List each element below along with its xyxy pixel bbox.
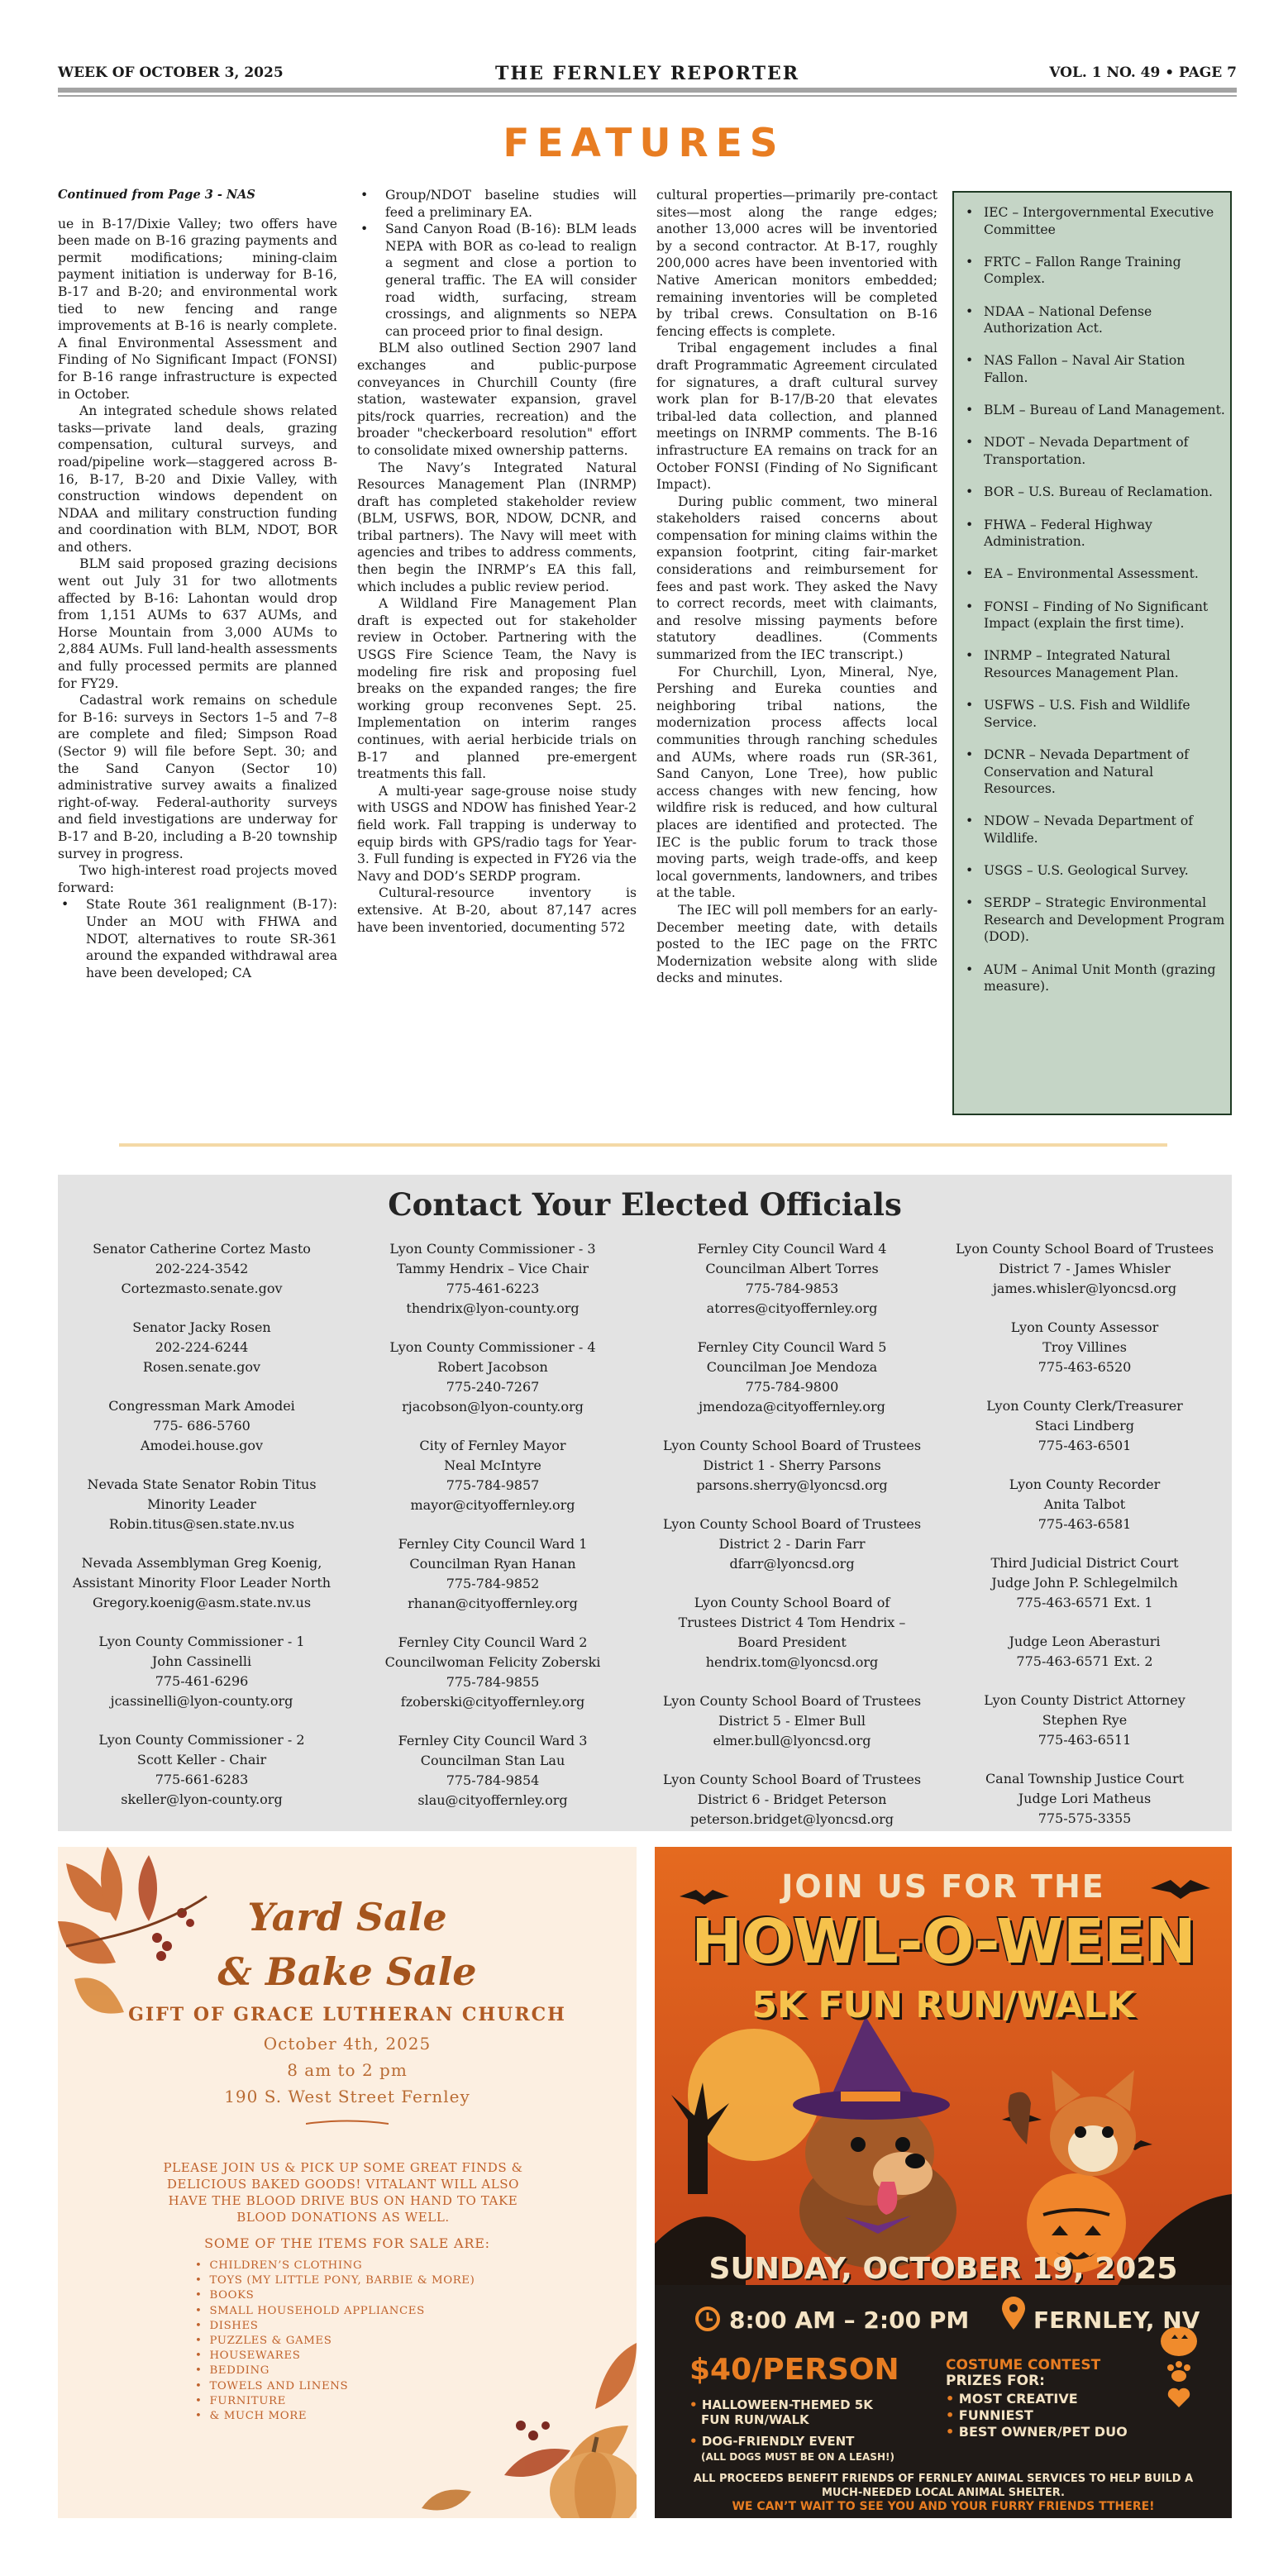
contact-line: Councilman Joe Mendoza xyxy=(706,1359,878,1375)
glossary-item: • INRMP – Integrated Natural Resources Management Plan. xyxy=(954,647,1230,681)
contact-entry xyxy=(69,1396,334,1456)
contact-line: Councilwoman Felicity Zoberski xyxy=(384,1654,601,1670)
contact-line: Stephen Rye xyxy=(1042,1712,1128,1728)
church-name: GIFT OF GRACE LUTHERAN CHURCH xyxy=(128,2004,566,2025)
glossary-item: • NDOT – Nevada Department of Transportation. xyxy=(954,434,1230,468)
sale-time: 8 am to 2 pm xyxy=(287,2060,408,2080)
contact-line: Councilman Ryan Hanan xyxy=(409,1556,576,1572)
yard-sale-title: Yard Sale xyxy=(247,1895,447,1939)
contacts-column-3 xyxy=(660,1239,924,1849)
contact-line: 775-463-6571 Ext. 1 xyxy=(1016,1595,1153,1610)
contact-line[interactable]: Rosen.senate.gov xyxy=(142,1359,261,1375)
contact-office: Lyon County Commissioner - 3 xyxy=(389,1241,596,1257)
contact-office: Fernley City Council Ward 5 xyxy=(697,1339,887,1355)
contact-entry xyxy=(660,1691,924,1751)
contact-office: Lyon County School Board of Trustees xyxy=(662,1438,922,1453)
list-item: • HOUSEWARES xyxy=(195,2349,475,2364)
contact-line: 775-661-6283 xyxy=(155,1772,249,1787)
contact-entry xyxy=(660,1593,924,1672)
contact-entry xyxy=(660,1338,924,1417)
contacts-column-1 xyxy=(69,1239,334,1829)
divider-flourish xyxy=(306,2120,389,2128)
elected-officials-box xyxy=(58,1175,1232,1831)
article-column-1 xyxy=(58,187,337,981)
glossary-item: • IEC – Intergovernmental Executive Committee xyxy=(954,204,1230,238)
contact-entry xyxy=(360,1534,625,1614)
contact-line: 775-784-9800 xyxy=(745,1379,839,1395)
list-item: • & MUCH MORE xyxy=(195,2409,475,2424)
contact-line[interactable]: elmer.bull@lyoncsd.org xyxy=(713,1733,871,1748)
contact-line: District 7 - James Whisler xyxy=(999,1261,1171,1276)
closing-line: WE CAN’T WAIT TO SEE YOU AND YOUR FURRY FRIENDS TTHERE! xyxy=(732,2500,1155,2513)
glossary-item: • NDOW – Nevada Department of Wildlife. xyxy=(954,813,1230,847)
contact-office: Lyon County School Board of Trustees xyxy=(662,1772,922,1787)
glossary-item: • FRTC – Fallon Range Training Complex. xyxy=(954,254,1230,288)
contact-entry xyxy=(952,1553,1217,1613)
contact-line[interactable]: Cortezmasto.senate.gov xyxy=(121,1281,283,1296)
glossary-item: • DCNR – Nevada Department of Conservation and Natural Resources. xyxy=(954,747,1230,798)
contact-office: Nevada Assemblyman Greg Koenig, xyxy=(81,1555,322,1571)
contact-line: Robert Jacobson xyxy=(437,1359,548,1375)
contact-line[interactable]: slau@cityoffernley.org xyxy=(417,1792,568,1808)
contact-office: Senator Catherine Cortez Masto xyxy=(93,1241,311,1257)
contact-office: Lyon County School Board of xyxy=(694,1595,890,1610)
header-rule-thin xyxy=(58,95,1237,97)
contact-entry xyxy=(69,1553,334,1613)
article-column-2 xyxy=(357,187,637,936)
article-column-3 xyxy=(656,187,937,987)
list-item: • PUZZLES & GAMES xyxy=(195,2334,475,2349)
event-time: 8:00 AM – 2:00 PM xyxy=(729,2306,970,2334)
contact-line: 775-784-9852 xyxy=(446,1576,540,1591)
masthead xyxy=(58,63,1237,84)
paragraph: BLM said proposed grazing decisions went out July 31 for two allotments affected by B-16: Lahontan would drop from 1,151 AUMs to 637 AUMs, and Horse Mountain from 3,000 AUMs to 2,884 AUMs. Full land-health assessments and fully processed permits are planned for FY29. xyxy=(58,556,337,691)
contact-line[interactable]: skeller@lyon-county.org xyxy=(121,1791,283,1807)
contact-line: 775-463-6581 xyxy=(1038,1516,1132,1532)
list-item: • TOWELS AND LINENS xyxy=(195,2379,475,2394)
contact-line[interactable]: thendrix@lyon-county.org xyxy=(406,1300,580,1316)
contact-line: 775-784-9855 xyxy=(446,1674,540,1690)
contact-line: Councilman Stan Lau xyxy=(420,1753,565,1768)
glossary-item: • SERDP – Strategic Environmental Research and Development Program (DOD). xyxy=(954,894,1230,946)
contact-line: District 5 - Elmer Bull xyxy=(718,1713,866,1729)
howl-join-text: JOIN US FOR THE xyxy=(781,1868,1105,1905)
paragraph: Tribal engagement includes a final draft Programmatic Agreement circulated for signatures, a draft cultural survey work plan for B-17/B-20 that elevates tribal-led data collection, and planned meetings on INRMP comments. The B-16 infrastructure EA remains on track for an October FONSI (Finding of No Significant Impact). xyxy=(656,341,937,493)
contact-office: Lyon County District Attorney xyxy=(984,1692,1185,1708)
contact-office: Fernley City Council Ward 4 xyxy=(697,1241,887,1257)
contact-office: Lyon County Recorder xyxy=(1009,1476,1161,1492)
contact-line[interactable]: rjacobson@lyon-county.org xyxy=(402,1399,584,1414)
contact-entry xyxy=(660,1770,924,1829)
contact-entry xyxy=(952,1475,1217,1534)
list-item: • SMALL HOUSEHOLD APPLIANCES xyxy=(195,2304,475,2319)
prizes-label: PRIZES FOR: xyxy=(946,2373,1045,2389)
contact-line: 775-240-7267 xyxy=(446,1379,540,1395)
paragraph: Two high-interest road projects moved forward: xyxy=(58,863,337,895)
contact-line: 775-463-6501 xyxy=(1038,1438,1132,1453)
sale-description: PLEASE JOIN US & PICK UP SOME GREAT FINDS & DELICIOUS BAKED GOODS! VITALANT WILL ALSO HAVE THE BLOOD DRIVE BUS ON HAND TO TAKE BLOOD DONATIONS AS WELL. xyxy=(163,2160,523,2225)
contact-line: 775-784-9857 xyxy=(446,1477,540,1493)
contact-line: 775-463-6520 xyxy=(1038,1359,1132,1375)
contact-entry xyxy=(360,1731,625,1810)
contacts-title: Contact Your Elected Officials xyxy=(388,1186,902,1223)
contact-office: Fernley City Council Ward 2 xyxy=(398,1634,588,1650)
list-item: • BEST OWNER/PET DUO xyxy=(946,2424,1128,2440)
event-feature-1: • HALLOWEEN-THEMED 5K FUN RUN/WALK xyxy=(689,2397,873,2427)
contact-line[interactable]: Gregory.koenig@asm.state.nv.us xyxy=(92,1595,312,1610)
contact-entry xyxy=(952,1396,1217,1456)
contact-line: Neal McIntyre xyxy=(444,1457,541,1473)
contact-entry xyxy=(952,1769,1217,1829)
contact-line[interactable]: jcassinelli@lyon-county.org xyxy=(110,1693,293,1709)
contact-entry xyxy=(660,1436,924,1496)
contact-entry xyxy=(360,1633,625,1712)
contact-office: Fernley City Council Ward 1 xyxy=(398,1536,588,1552)
section-divider xyxy=(119,1143,1167,1147)
contact-office: Judge Leon Aberasturi xyxy=(1009,1634,1161,1649)
contacts-column-2 xyxy=(360,1239,625,1829)
contact-line: John Cassinelli xyxy=(151,1653,252,1669)
contact-line: Staci Lindberg xyxy=(1035,1418,1134,1433)
contact-line: 202-224-3542 xyxy=(155,1261,249,1276)
contact-entry xyxy=(360,1338,625,1417)
contact-office: Lyon County School Board of Trustees xyxy=(662,1516,922,1532)
sale-date: October 4th, 2025 xyxy=(263,2034,432,2054)
contact-line: 775-463-6571 Ext. 2 xyxy=(1016,1653,1153,1669)
paragraph: Cultural-resource inventory is extensive. At B-20, about 87,147 acres have been inventoried, documenting 572 xyxy=(357,885,637,935)
contact-line: Troy Villines xyxy=(1042,1339,1127,1355)
event-place: FERNLEY, NV xyxy=(1033,2306,1200,2334)
contact-entry xyxy=(952,1691,1217,1750)
contact-line: Tammy Hendrix – Vice Chair xyxy=(396,1261,589,1276)
list-item: • TOYS (MY LITTLE PONY, BARBIE & MORE) xyxy=(195,2273,475,2288)
paper-name: THE FERNLEY REPORTER xyxy=(494,63,800,84)
contact-office: Lyon County Clerk/Treasurer xyxy=(986,1398,1183,1414)
glossary-item: • USGS – U.S. Geological Survey. xyxy=(954,862,1230,880)
glossary-item: • NAS Fallon – Naval Air Station Fallon. xyxy=(954,352,1230,386)
contact-entry xyxy=(360,1239,625,1319)
howl-title: HOWL-O-WEEN xyxy=(691,1906,1195,1977)
items-heading: SOME OF THE ITEMS FOR SALE ARE: xyxy=(204,2235,490,2251)
event-date: SUNDAY, OCTOBER 19, 2025 xyxy=(708,2252,1178,2286)
contact-office: Senator Jacky Rosen xyxy=(132,1319,271,1335)
contact-line: Judge John P. Schlegelmilch xyxy=(991,1575,1178,1591)
list-item: • DISHES xyxy=(195,2319,475,2334)
glossary-item: • NDAA – National Defense Authorization Act. xyxy=(954,303,1230,337)
contact-office: Lyon County School Board of Trustees xyxy=(662,1693,922,1709)
contact-entry xyxy=(69,1730,334,1810)
contact-line: District 1 - Sherry Parsons xyxy=(703,1457,881,1473)
contact-office: Lyon County School Board of Trustees xyxy=(955,1241,1214,1257)
howl-subtitle: 5K FUN RUN/WALK xyxy=(751,1984,1135,2026)
contact-office: Lyon County Commissioner - 4 xyxy=(389,1339,596,1355)
paragraph: The Navy’s Integrated Natural Resources Management Plan (INRMP) draft has completed stakeholder review (BLM, USFWS, BOR, NDOW, DCNR, and tribal partners). The Navy will meet with agencies and tribes to address comments, then begin the INRMP’s EA this fall, which includes a public review period. xyxy=(357,460,637,594)
list-item: • BOOKS xyxy=(195,2288,475,2303)
contact-line: 775-461-6296 xyxy=(155,1673,249,1689)
contact-line[interactable]: parsons.sherry@lyoncsd.org xyxy=(696,1477,888,1493)
proceeds-note: ALL PROCEEDS BENEFIT FRIENDS OF FERNLEY ANIMAL SERVICES TO HELP BUILD A MUCH-NEEDED LOCAL ANIMAL SHELTER. xyxy=(693,2473,1194,2499)
yard-sale-ad xyxy=(58,1847,637,2518)
paragraph: cultural properties—primarily pre-contact sites—most along the range edges; another 13,000 acres will be inventoried by a second contractor. At B-17, roughly 200,000 acres have been inventoried with Native American monitors embedded; remaining inventories will be completed by tribal crews. Consultation on B-16 fencing effects is complete. xyxy=(656,188,937,339)
contact-line[interactable]: Amodei.house.gov xyxy=(140,1438,264,1453)
glossary-item: • BOR – U.S. Bureau of Reclamation. xyxy=(954,484,1230,501)
list-item: • FURNITURE xyxy=(195,2394,475,2409)
contact-entry xyxy=(69,1632,334,1711)
paragraph: The IEC will poll members for an early-December meeting date, with details posted to the IEC page on the FRTC Modernization website along with slide decks and minutes. xyxy=(656,902,937,986)
contact-line: Trustees District 4 Tom Hendrix – xyxy=(678,1615,906,1630)
contact-line: Scott Keller - Chair xyxy=(136,1752,267,1767)
contact-office: Lyon County Commissioner - 2 xyxy=(98,1732,305,1748)
contact-line[interactable]: hendrix.tom@lyoncsd.org xyxy=(705,1654,879,1670)
contact-line: District 2 - Darin Farr xyxy=(718,1536,866,1552)
contact-entry xyxy=(660,1515,924,1574)
list-item: • MOST CREATIVE xyxy=(946,2391,1078,2407)
contact-office: Canal Township Justice Court xyxy=(985,1771,1185,1787)
contact-line[interactable]: james.whisler@lyoncsd.org xyxy=(992,1281,1177,1296)
contact-line[interactable]: mayor@cityoffernley.org xyxy=(410,1497,575,1513)
contact-office: City of Fernley Mayor xyxy=(419,1438,566,1453)
paragraph: A multi-year sage-grouse noise study with USGS and NDOW has finished Year-2 field work. Fall trapping is underway to equip birds with GPS/radio tags for Year-3. Full funding is expected in FY26 via the Navy and DOD’s SERDP program. xyxy=(357,783,637,884)
contact-entry xyxy=(952,1318,1217,1377)
paragraph: For Churchill, Lyon, Mineral, Nye, Pershing and Eureka counties and neighboring tribal nations, the modernization process affects local communities through ranching schedules and AUMs, where roads run (SR-361, Sand Canyon, Lone Tree), how public access changes with new fencing, how wildfire risk is reduced, and how cultural places are identified and protected. The IEC is the public forum to track those moving parts, weigh trade-offs, and keep local governments, landowners, and tribes at the table. xyxy=(656,664,937,901)
section-title: FEATURES xyxy=(503,121,785,166)
contact-entry xyxy=(69,1475,334,1534)
paragraph: An integrated schedule shows related tasks—private land deals, grazing compensation, cultural surveys, and road/pipeline work—staggered across B-16, B-17, B-20 and Dixie Valley, with construction windows dependent on NDAA and military construction funding and coordination with BLM, NDOT, BOR and others. xyxy=(58,403,337,555)
contact-line[interactable]: peterson.bridget@lyoncsd.org xyxy=(690,1811,894,1827)
contact-entry xyxy=(360,1436,625,1515)
contact-line: Councilman Albert Torres xyxy=(705,1261,879,1276)
paragraph: A Wildland Fire Management Plan draft is expected out for stakeholder review in October. Partnering with the USGS Fire Science Team, the Navy is modeling fire risk and proposing fuel breaks on the expanded ranges; the fire working group reconvenes Sept. 25. Implementation on interim ranges continues, with aerial herbicide trials on B-17 and planned pre-emergent treatments this fall. xyxy=(357,596,637,782)
contact-entry xyxy=(660,1239,924,1319)
prize-list xyxy=(946,2391,1128,2440)
glossary-item: • FHWA – Federal Highway Administration. xyxy=(954,517,1230,551)
contact-office: Nevada State Senator Robin Titus xyxy=(87,1476,317,1492)
event-price: $40/PERSON xyxy=(689,2353,899,2387)
contact-entry xyxy=(69,1239,334,1299)
header-rule xyxy=(58,88,1237,93)
glossary-item: • FONSI – Finding of No Significant Impact (explain the first time). xyxy=(954,599,1230,632)
contact-line: 775- 686-5760 xyxy=(153,1418,250,1433)
contact-entry xyxy=(69,1318,334,1377)
contact-office: Lyon County Assessor xyxy=(1010,1319,1159,1335)
contact-line[interactable]: dfarr@lyoncsd.org xyxy=(729,1556,855,1572)
contact-office: Congressman Mark Amodei xyxy=(108,1398,295,1414)
glossary-item: • BLM – Bureau of Land Management. xyxy=(954,402,1230,419)
contact-line[interactable]: jmendoza@cityoffernley.org xyxy=(699,1399,885,1414)
list-item-continued: • Group/NDOT baseline studies will feed a preliminary EA. xyxy=(385,187,637,221)
contacts-column-4 xyxy=(952,1239,1217,1848)
contact-line: Assistant Minority Floor Leader North xyxy=(72,1575,332,1591)
bake-sale-title: & Bake Sale xyxy=(217,1949,477,1994)
glossary-item: • EA – Environmental Assessment. xyxy=(954,565,1230,583)
list-item: • FUNNIEST xyxy=(946,2407,1033,2423)
contact-line: Minority Leader xyxy=(147,1496,256,1512)
contact-line[interactable]: Robin.titus@sen.state.nv.us xyxy=(108,1516,295,1532)
contact-line: 775-463-6511 xyxy=(1038,1732,1132,1748)
contact-line: 775-784-9853 xyxy=(745,1281,839,1296)
paragraph: BLM also outlined Section 2907 land exchanges and public-purpose conveyances in Churchill County (fire station, wastewater expansion, gravel pits/rock quarries, recreation) and the broader "checkerboard resolution" effort to consolidate mixed ownership patterns. xyxy=(357,341,637,458)
contact-office: Fernley City Council Ward 3 xyxy=(398,1733,588,1748)
volume-page: VOL. 1 NO. 49 • PAGE 7 xyxy=(1049,64,1237,81)
glossary-item: • USFWS – U.S. Fish and Wildlife Service. xyxy=(954,697,1230,731)
contact-line: 775-784-9854 xyxy=(446,1772,540,1788)
contact-line[interactable]: rhanan@cityoffernley.org xyxy=(408,1596,578,1611)
contact-line: District 6 - Bridget Peterson xyxy=(697,1791,887,1807)
contact-entry xyxy=(952,1632,1217,1672)
event-feature-2: • DOG-FRIENDLY EVENT (ALL DOGS MUST BE ON A LEASH!) xyxy=(689,2434,894,2463)
contact-entry xyxy=(952,1239,1217,1299)
howl-o-ween-ad xyxy=(655,1847,1232,2518)
contact-line: Anita Talbot xyxy=(1043,1496,1126,1512)
list-item: • CHILDREN’S CLOTHING xyxy=(195,2259,475,2273)
continued-note: Continued from Page 3 - NAS xyxy=(58,188,255,202)
costume-contest: COSTUME CONTEST xyxy=(946,2357,1101,2373)
contact-line: 775-461-6223 xyxy=(446,1281,540,1296)
sale-address: 190 S. West Street Fernley xyxy=(224,2087,470,2106)
contact-line: Judge Lori Matheus xyxy=(1018,1791,1152,1806)
contact-office: Third Judicial District Court xyxy=(990,1555,1179,1571)
contact-office: Lyon County Commissioner - 1 xyxy=(98,1634,305,1649)
paragraph: Cadastral work remains on schedule for B-16: surveys in Sectors 1–5 and 7–8 are complete and filed; Simpson Road (Sector 9) will file before Sept. 30; and the Sand Canyon (Sector 10) administrative survey awaits a finalized right-of-way. Federal-authority surveys and field investigations are underway for B-17 and B-20, including a B-20 township survey in progress. xyxy=(58,693,337,861)
glossary-item: • AUM – Animal Unit Month (grazing measure). xyxy=(954,961,1230,995)
list-item: • Sand Canyon Road (B-16): BLM leads NEPA with BOR as co-lead to realign a segment and close a portion to general traffic. The EA will consider road width, surfacing, stream crossings, and alignments so NEPA can proceed prior to final design. xyxy=(385,221,637,340)
contact-line[interactable]: atorres@cityoffernley.org xyxy=(706,1300,878,1316)
contact-line: 202-224-6244 xyxy=(155,1339,249,1355)
contact-line: 775-575-3355 xyxy=(1038,1810,1132,1826)
paragraph: ue in B-17/Dixie Valley; two offers have been made on B-16 grazing payments and permit modifications; mining-claim payment initiation is underway for B-16, B-17 and B-20; and environmental work tied to new fencing and range improvements at B-16 is nearly complete. A final Environmental Assessment and Finding of No Significant Impact (FONSI) for B-16 range infrastructure is expected in October. xyxy=(58,216,337,402)
contact-line: Board President xyxy=(737,1634,847,1650)
list-item: • State Route 361 realignment (B-17): Under an MOU with FHWA and NDOT, alternatives to route SR-361 around the expanded withdrawal area have been developed; CA xyxy=(86,896,337,981)
list-item: • BEDDING xyxy=(195,2364,475,2378)
items-list xyxy=(195,2259,475,2424)
issue-week: WEEK OF OCTOBER 3, 2025 xyxy=(58,64,284,81)
contact-line[interactable]: fzoberski@cityoffernley.org xyxy=(400,1694,585,1710)
paragraph: During public comment, two mineral stakeholders raised concerns about compensation for mining claims within the expansion footprint, citing fair-market considerations and reimbursement for fees and past work. They asked the Navy to correct records, meet with claimants, and resolve missing payments before statutory deadlines. (Comments summarized from the IEC transcript.) xyxy=(656,494,937,663)
acronym-glossary xyxy=(952,191,1232,1115)
